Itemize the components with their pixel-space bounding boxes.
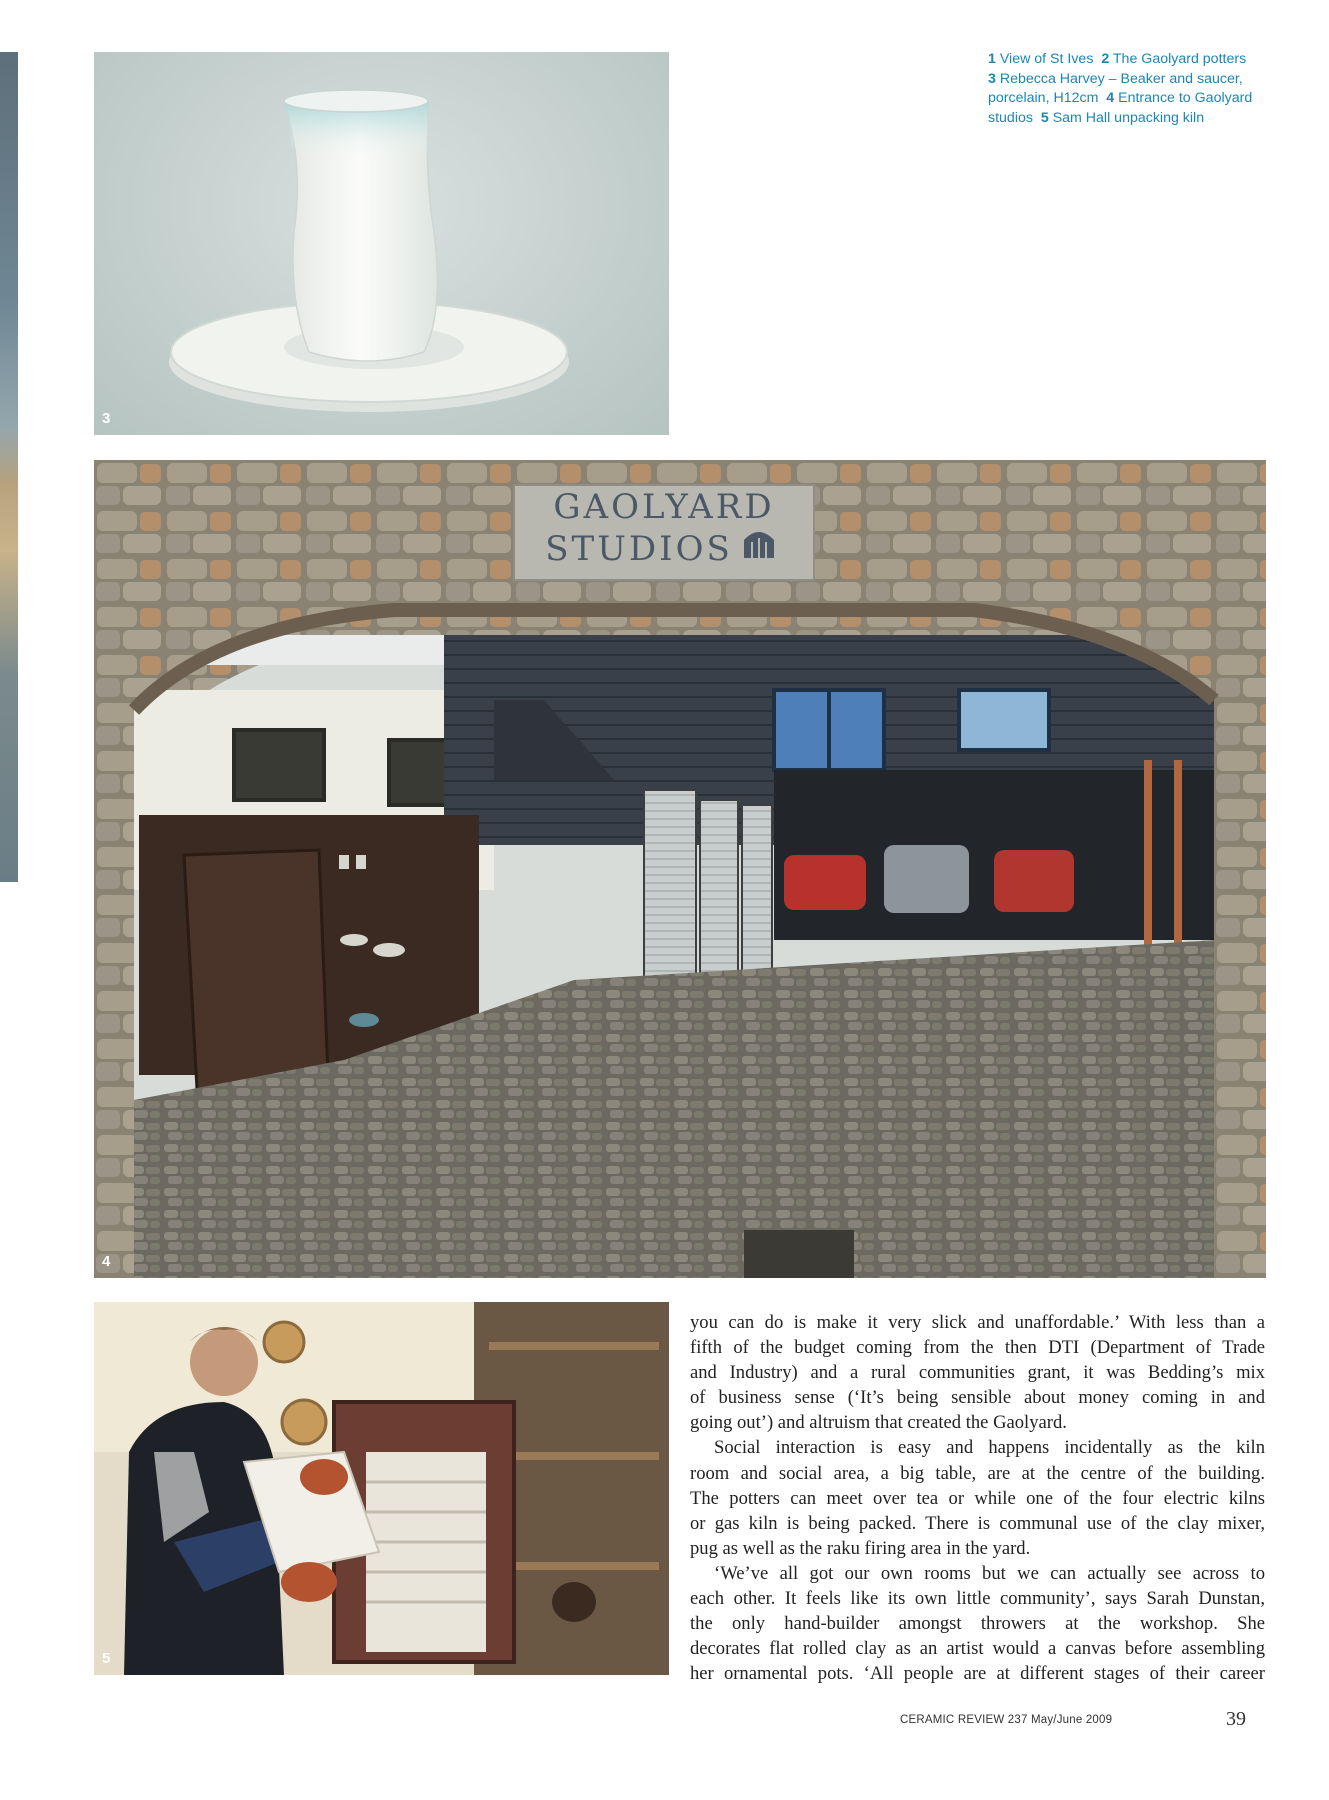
car-silver — [884, 845, 969, 913]
potter-head — [190, 1328, 258, 1396]
caption-text-5: Sam Hall unpacking kiln — [1052, 109, 1205, 126]
photo-beaker-and-saucer — [94, 52, 669, 435]
photo-kiln-unpacking — [94, 1302, 669, 1675]
caption-number-5: 5 — [1040, 109, 1049, 126]
journal-issue: CERAMIC REVIEW 237 May/June 2009 — [900, 1714, 1113, 1726]
body-line: decorates flat rolled clay as an artist would a canvas before assembling — [690, 1638, 1265, 1660]
garage-door-3 — [742, 805, 772, 985]
page-number: 39 — [1226, 1708, 1246, 1730]
car-red-1 — [784, 855, 866, 910]
glove-upper — [300, 1459, 348, 1495]
sign-line-1: GAOLYARD — [553, 487, 775, 527]
body-line: and Industry) and a rural communities grant, it was Bedding’s mix — [690, 1362, 1265, 1384]
caption-text-1: View of St Ives — [999, 51, 1094, 67]
upper-window — [959, 690, 1049, 750]
window-left — [234, 730, 324, 800]
photo-captions — [988, 50, 1258, 128]
garage-door-1 — [644, 790, 696, 1000]
kiln-illustration — [94, 1302, 669, 1675]
beaker-rim — [284, 90, 428, 112]
photo-number-5: 5 — [102, 1650, 111, 1667]
sieve-1 — [264, 1322, 304, 1362]
body-line: The potters can meet over tea or while one of the four electric kilns — [690, 1487, 1265, 1509]
garage-door-2 — [700, 800, 738, 990]
caption-number-4: 4 — [1106, 90, 1115, 106]
photo-number-4: 4 — [102, 1253, 111, 1270]
paragraph-2 — [690, 1435, 1265, 1560]
glove-lower — [281, 1562, 337, 1602]
photo-gaolyard-entrance — [94, 460, 1266, 1278]
drain-grate — [744, 1230, 854, 1278]
body-line: room and social area, a big table, are at the centre of the building. — [690, 1462, 1265, 1484]
paragraph-3 — [690, 1561, 1265, 1686]
article-body — [690, 1310, 1265, 1686]
body-line: Social interaction is easy and happens incidentally as the kiln — [714, 1437, 1265, 1459]
paragraph-1 — [690, 1310, 1265, 1435]
pot — [552, 1582, 596, 1622]
body-line: pug as well as the raku firing area in the yard. — [690, 1537, 1031, 1559]
car-red-2 — [994, 850, 1074, 912]
body-line: her ornamental pots. ‘All people are at different stages of their career — [690, 1663, 1265, 1685]
body-line: of business sense (‘It’s being sensible about money coming in and — [690, 1387, 1265, 1409]
body-line: each other. It feels like its own little community’, says Sarah Dunstan, — [690, 1588, 1265, 1610]
entrance-illustration — [94, 460, 1266, 1278]
caption-number-1: 1 — [988, 51, 996, 67]
body-line: the only hand-builder amongst throwers at the workshop. She — [690, 1613, 1265, 1635]
body-line: or gas kiln is being packed. There is communal use of the clay mixer, — [690, 1512, 1265, 1534]
body-line: you can do is make it very slick and unaffordable.’ With less than a — [690, 1312, 1265, 1333]
sieve-2 — [282, 1400, 326, 1444]
sign-line-2: STUDIOS — [545, 529, 733, 569]
body-line: ‘We’ve all got our own rooms but we can actually see across to — [714, 1562, 1265, 1584]
caption-number-2: 2 — [1101, 51, 1110, 67]
previous-photo-edge — [0, 52, 18, 882]
caption-text-3: Rebecca Harvey – Beaker and saucer, porcelain, H12cm — [988, 70, 1243, 106]
caption-text-4: Entrance to Gaolyard studios — [988, 90, 1253, 126]
beaker-illustration — [94, 52, 669, 435]
body-line: going out’) and altruism that created the Gaolyard. — [690, 1412, 1067, 1434]
caption-number-3: 3 — [988, 70, 996, 87]
body-line: fifth of the budget coming from the then DTI (Department of Trade — [690, 1337, 1265, 1359]
photo-number-3: 3 — [102, 410, 111, 427]
caption-text-2: The Gaolyard potters — [1112, 51, 1247, 67]
